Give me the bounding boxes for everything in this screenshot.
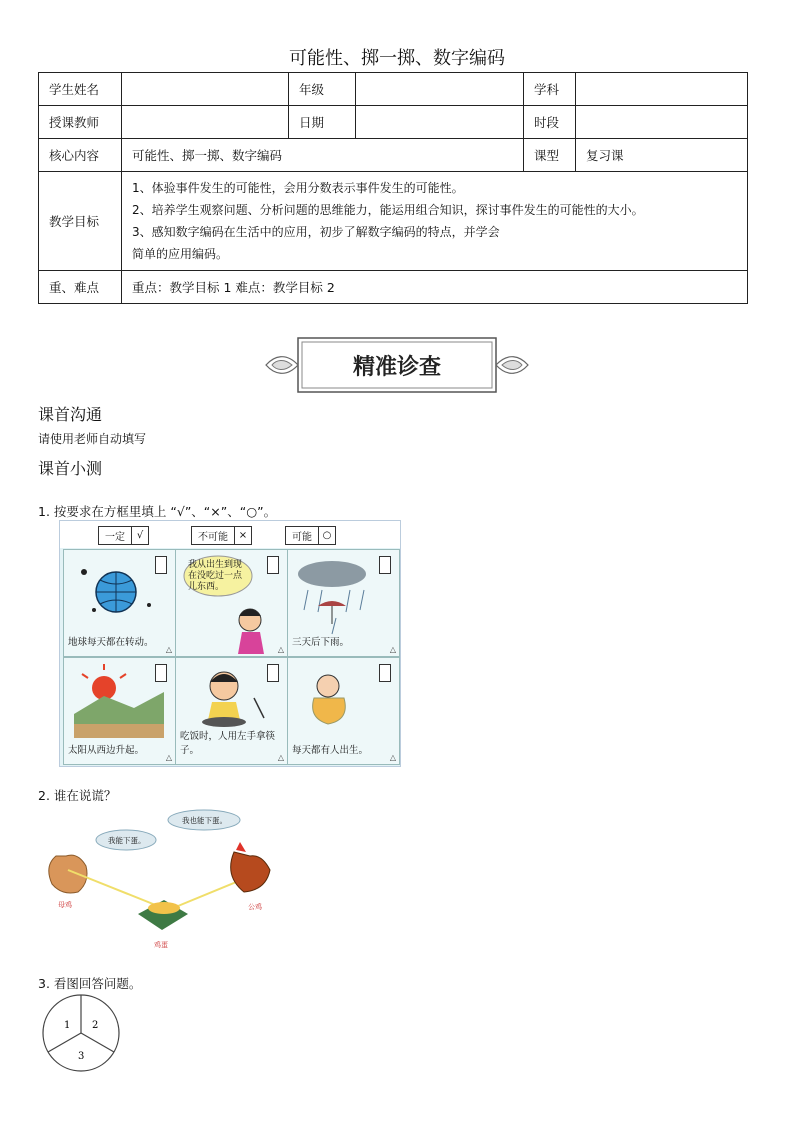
triangle-icon: △ [165,645,172,654]
legend-certain: 一定 √ [98,526,149,545]
cell-chopsticks [175,657,288,765]
teacher-label: 授课教师 [39,106,122,139]
answer-box[interactable] [267,664,279,682]
goal-2: 2、培养学生观察问题、分析问题的思维能力，能运用组合知识，探讨事件发生的可能性的大小。 [132,203,644,217]
question-1: 1. 按要求在方框里填上 “√”、“×”、“○”。 [38,504,277,519]
spinner-label-2: 2 [92,1020,99,1031]
answer-box[interactable] [155,556,167,574]
liar-scene [38,806,282,954]
spinner-label-1: 1 [64,1020,71,1031]
triangle-icon: △ [277,753,284,762]
cell-caption: 太阳从西边升起。 [68,745,145,756]
content-value: 可能性、掷一掷、数字编码 [122,139,524,172]
hen-label: 母鸡 [58,901,72,909]
question-2: 2. 谁在说谎？ [38,788,117,803]
section-quiz: 课首小测 [38,459,103,478]
triangle-icon: △ [277,645,284,654]
hen-speech: 我能下蛋。 [108,836,146,845]
content-label: 核心内容 [39,139,122,172]
cell-earth [63,549,176,657]
goal-3a: 3、感知数字编码在生活中的应用，初步了解数字编码的特点，并学会 [132,225,500,239]
grade-label: 年级 [289,73,356,106]
rooster-label: 公鸡 [248,903,262,911]
spinner-label-3: 3 [78,1051,85,1062]
girl-speech: 我从出生到现在没吃过一点儿东西。 [188,560,243,592]
legend-bar [60,521,400,548]
type-label: 课型 [524,139,576,172]
cell-caption: 每天都有人出生。 [292,745,369,756]
lesson-info-table [38,72,748,304]
triangle-icon: △ [389,645,396,654]
section-note: 请使用老师自动填写 [38,432,147,446]
teacher-value [122,106,289,139]
section-communication: 课首沟通 [38,405,103,424]
egg-label: 鸡蛋 [154,941,168,949]
legend-impossible: 不可能 × [191,526,252,545]
badge-text: 精准诊查 [352,354,442,380]
cell-sunrise [63,657,176,765]
subject-label: 学科 [524,73,576,106]
key-value: 重点：教学目标 1 难点：教学目标 2 [122,271,748,304]
question-3: 3. 看图回答问题。 [38,976,142,991]
type-value: 复习课 [576,139,748,172]
answer-box[interactable] [267,556,279,574]
student-value [122,73,289,106]
spinner-diagram [40,992,122,1074]
date-label: 日期 [289,106,356,139]
cell-baby [287,657,400,765]
date-value [356,106,524,139]
cell-rain [287,549,400,657]
period-label: 时段 [524,106,576,139]
possibility-grid [59,520,401,767]
section-badge [262,334,532,396]
cell-caption: 吃饭时，人用左手拿筷子。 [180,731,276,756]
goals-value [122,172,748,271]
triangle-icon: △ [389,753,396,762]
goal-3b: 简单的应用编码。 [132,247,229,261]
answer-box[interactable] [379,664,391,682]
period-value [576,106,748,139]
grade-value [356,73,524,106]
rooster-speech: 我也能下蛋。 [182,816,227,825]
legend-possible: 可能 ○ [285,526,336,545]
cell-girl [175,549,288,657]
ornament-frame-icon [262,334,532,396]
goals-label: 教学目标 [39,172,122,271]
goal-1: 1、体验事件发生的可能性，会用分数表示事件发生的可能性。 [132,181,464,195]
triangle-icon: △ [165,753,172,762]
cell-caption: 三天后下雨。 [292,637,350,648]
student-label: 学生姓名 [39,73,122,106]
chickens-illustration [38,806,282,954]
page-title: 可能性、掷一掷、数字编码 [289,48,505,69]
subject-value [576,73,748,106]
answer-box[interactable] [155,664,167,682]
answer-box[interactable] [379,556,391,574]
cell-caption: 地球每天都在转动。 [68,637,154,648]
key-label: 重、难点 [39,271,122,304]
